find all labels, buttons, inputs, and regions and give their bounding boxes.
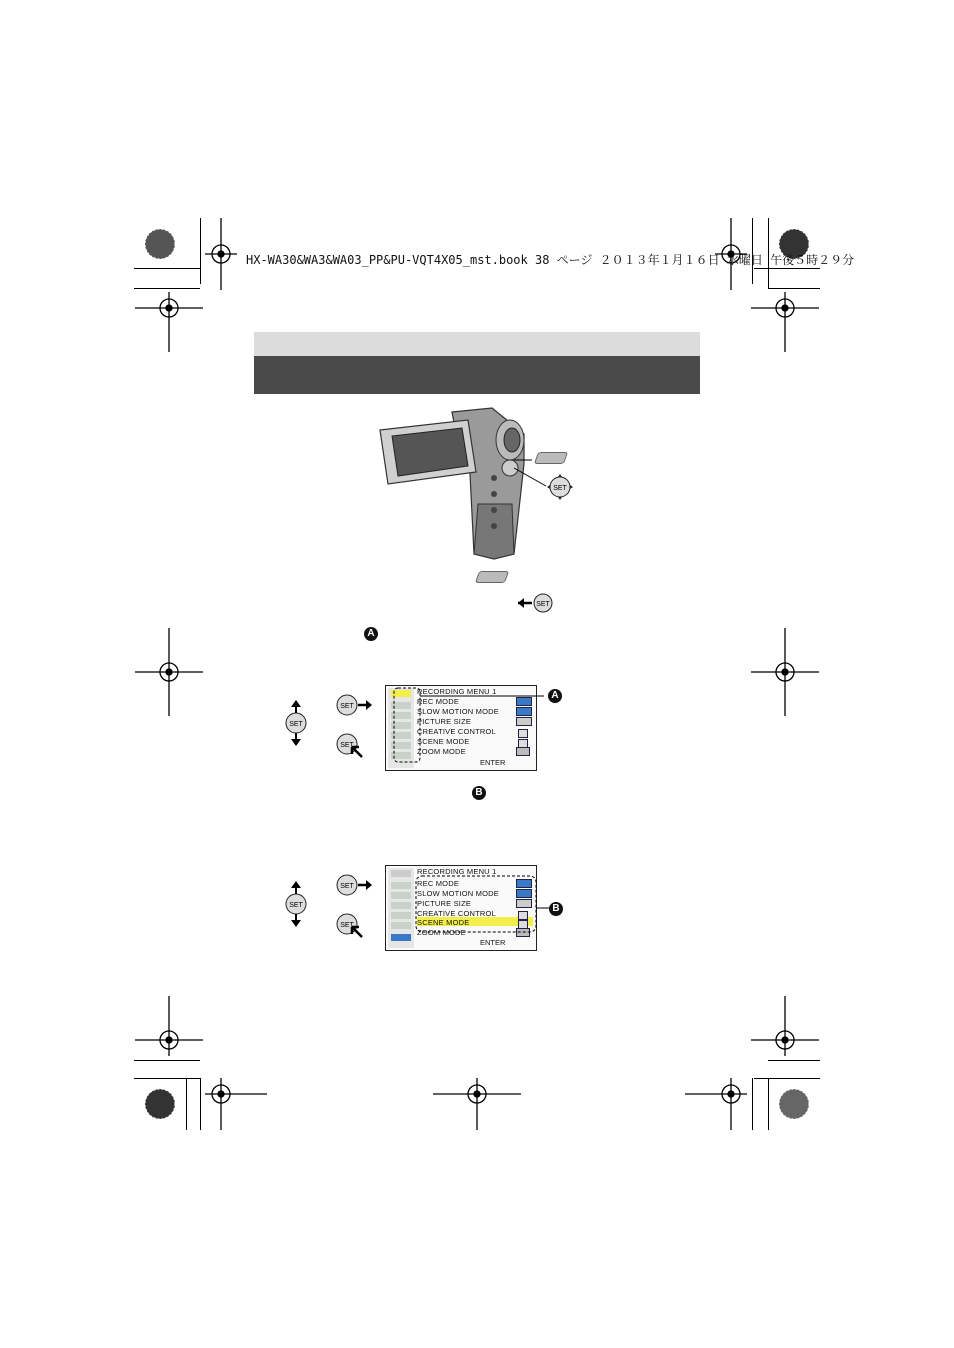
svg-text:SET: SET: [536, 601, 550, 608]
section-header-light: [254, 332, 700, 356]
set-left-icon: [516, 588, 562, 618]
menu-item-creative-control: CREATIVE CONTROL: [417, 727, 496, 736]
menu-item-picture-size: PICTURE SIZE: [417, 899, 472, 908]
callout-a: A: [364, 627, 378, 641]
menu-item-slow-motion: SLOW MOTION MODE: [417, 707, 499, 716]
menu-item-picture-size: PICTURE SIZE: [417, 717, 472, 726]
menu-item-scene-mode: SCENE MODE: [417, 737, 470, 746]
callout-line-b: [414, 874, 554, 934]
set-press-icon: [334, 731, 366, 759]
set-right-icon: [334, 692, 374, 718]
set-updown-icon: [282, 698, 312, 748]
set-press-icon-2: [334, 911, 366, 939]
menu-button-icon: [534, 452, 568, 464]
menu-item-creative-control: CREATIVE CONTROL: [417, 909, 496, 918]
callout-b-screen: B: [549, 902, 563, 916]
callout-a-screen: A: [548, 689, 562, 703]
svg-text:SET: SET: [289, 721, 303, 728]
callout-b: B: [472, 786, 486, 800]
svg-text:SET: SET: [340, 703, 354, 710]
svg-text:SET: SET: [340, 922, 354, 929]
set-button-icon: [545, 472, 575, 502]
callout-line-a: [392, 686, 552, 766]
menu-item-scene-mode: SCENE MODE: [417, 918, 470, 927]
svg-text:SET: SET: [553, 485, 567, 492]
menu-item-zoom-mode: ZOOM MODE: [417, 928, 466, 937]
menu-button-icon-step: [475, 571, 509, 583]
enter-label: ENTER: [480, 938, 506, 947]
menu-item-zoom-mode: ZOOM MODE: [417, 747, 466, 756]
menu-side-icons: [388, 868, 414, 948]
section-header-dark: [254, 356, 700, 394]
set-right-icon-2: [334, 872, 374, 898]
svg-text:SET: SET: [340, 742, 354, 749]
menu-item-rec-mode: REC MODE: [417, 697, 460, 706]
set-updown-icon-2: [282, 879, 312, 929]
menu-title: RECORDING MENU 1: [417, 687, 497, 696]
menu-item-rec-mode: REC MODE: [417, 879, 460, 888]
enter-label: ENTER: [480, 758, 506, 767]
svg-text:SET: SET: [289, 902, 303, 909]
menu-item-slow-motion: SLOW MOTION MODE: [417, 889, 499, 898]
file-info-header: HX-WA30&WA3&WA03_PP&PU-VQT4X05_mst.book 38 ページ ２０１３年１月１６日 水曜日 午後５時２９分: [246, 253, 855, 267]
svg-text:SET: SET: [340, 883, 354, 890]
menu-title: RECORDING MENU 1: [417, 867, 497, 876]
